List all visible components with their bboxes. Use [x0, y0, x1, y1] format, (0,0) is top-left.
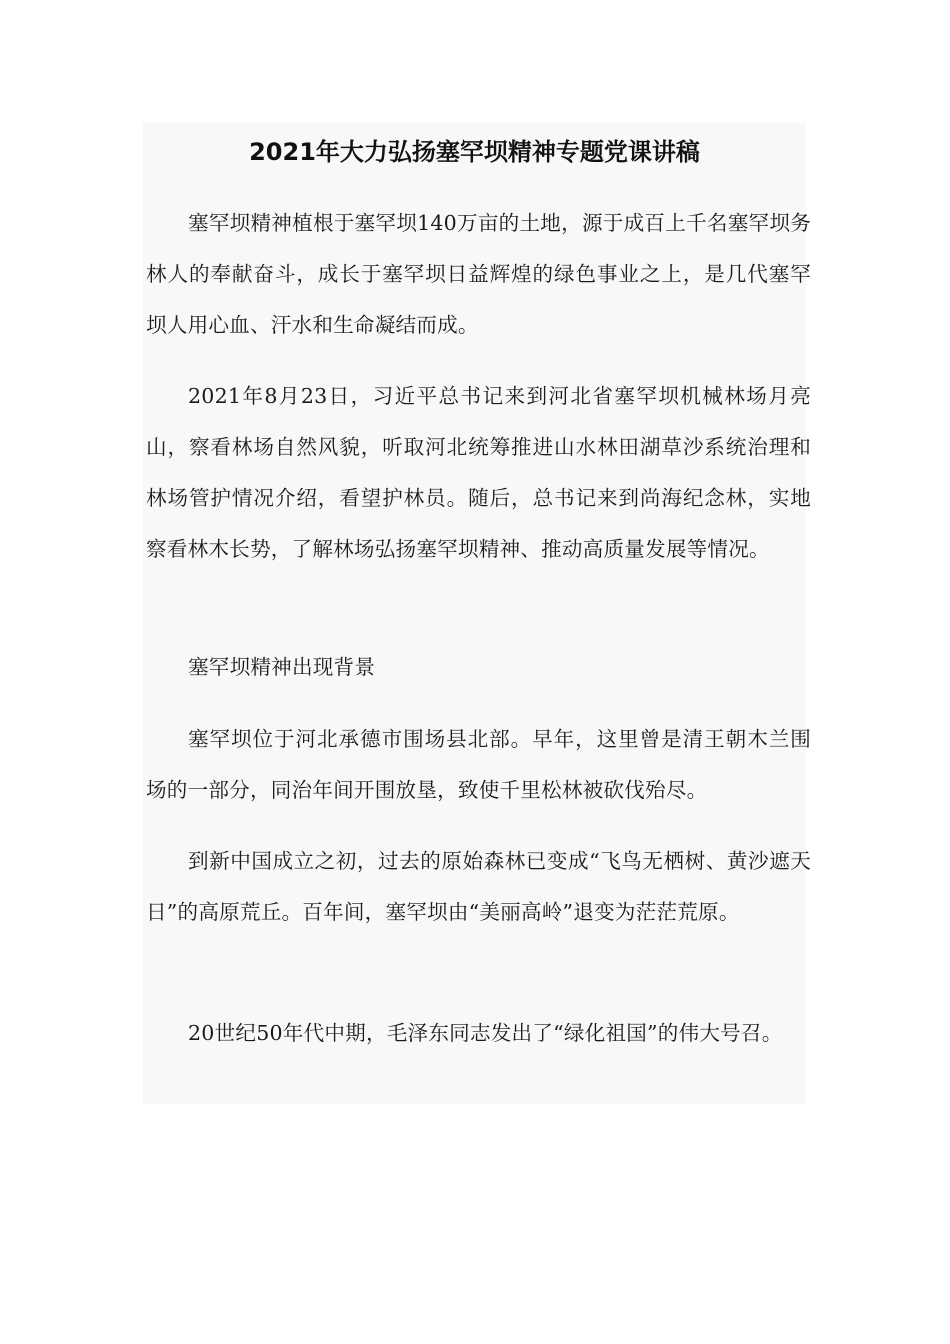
- paragraph-history: 到新中国成立之初，过去的原始森林已变成“飞鸟无栖树、黄沙遮天日”的高原荒丘。百年间，塞罕坝由“美丽高岭”退变为茫茫荒原。: [146, 849, 811, 924]
- document-title: 2021年大力弘扬塞罕坝精神专题党课讲稿: [249, 138, 700, 166]
- section-heading-background: 塞罕坝精神出现背景: [188, 655, 376, 679]
- paragraph-intro: 塞罕坝精神植根于塞罕坝140万亩的土地，源于成百上千名塞罕坝务林人的奉献奋斗，成长于塞罕坝日益辉煌的绿色事业之上，是几代塞罕坝人用心血、汗水和生命凝结而成。: [146, 211, 811, 337]
- paragraph-location: 塞罕坝位于河北承德市围场县北部。早年，这里曾是清王朝木兰围场的一部分，同治年间开围放垦，致使千里松林被砍伐殆尽。: [146, 727, 811, 802]
- paragraph-visit: 2021年8月23日，习近平总书记来到河北省塞罕坝机械林场月亮山，察看林场自然风貌，听取河北统筹推进山水林田湖草沙系统治理和林场管护情况介绍，看望护林员。随后，总书记来到尚海纪念林，实地察看林木长势，了解林场弘扬塞罕坝精神、推动高质量发展等情况。: [146, 384, 811, 561]
- paragraph-call: 20世纪50年代中期，毛泽东同志发出了“绿化祖国”的伟大号召。: [188, 1021, 783, 1045]
